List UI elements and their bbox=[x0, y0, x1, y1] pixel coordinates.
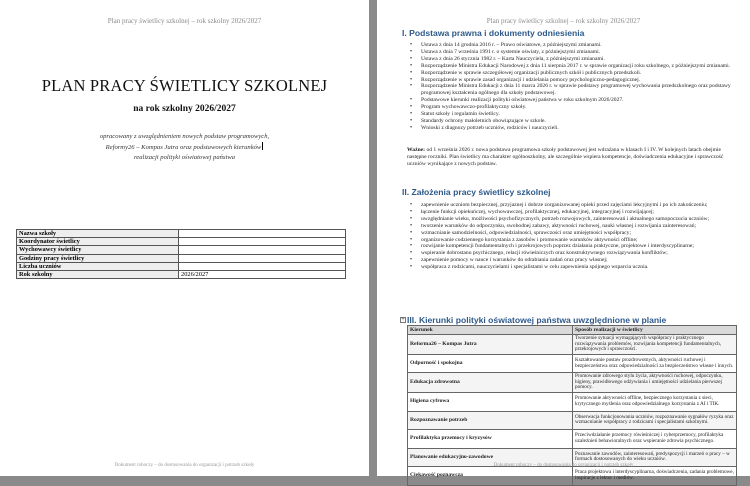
info-value[interactable] bbox=[179, 246, 346, 254]
description-line: realizacji polityki oświatowej państwa bbox=[133, 154, 236, 161]
list-item: • rozwijanie kompetencji fundamentalnych i przekrojowych poprzez działania praktyczne, projektowe i interdyscyplinarne; bbox=[407, 243, 737, 250]
list-item: • Rozporządzenie w sprawie szczegółowej organizacji publicznych szkół i publicznych przedszkoli. bbox=[407, 70, 737, 77]
direction-name: Higiena cyfrowa bbox=[408, 393, 573, 412]
list-item: • organizowanie codziennego korzystania z zasobów i promowanie warunków aktywności offline; bbox=[407, 237, 737, 244]
list-item: • Ustawa z dnia 14 grudnia 2016 r. – Prawo oświatowe, z późniejszymi zmianami. bbox=[407, 42, 737, 49]
table-row bbox=[408, 373, 737, 393]
info-key: Wychowawcy świetlicy bbox=[17, 246, 179, 254]
list-item: • Rozporządzenie w sprawie zasad organizacji i udzielania pomocy psychologiczno-pedagogicznej. bbox=[407, 77, 737, 84]
note-label: Ważne: bbox=[407, 147, 426, 153]
list-item: • zapewnienie uczniom bezpiecznej, przyjaznej i dobrze zorganizowanej opieki przed zajęciami lekcyjnymi i po ich zakończeniu; bbox=[407, 202, 737, 209]
list-item: • zapewnienie pomocy w nauce i warunków do odrabiania zadań oraz pracy własnej; bbox=[407, 257, 737, 264]
list-item: • Program wychowawczo-profilaktyczny szkoły. bbox=[407, 104, 737, 111]
section-heading-assumptions: II. Założenia pracy świetlicy szkolnej bbox=[402, 187, 551, 197]
list-item: • wzmacnianie samodzielności, odpowiedzialności, sprawczości oraz umiejętności współpracy; bbox=[407, 230, 737, 237]
direction-name: Rozpoznawanie potrzeb bbox=[408, 411, 573, 430]
list-item: • Wnioski z diagnozy potrzeb uczniów, rodziców i nauczycieli. bbox=[407, 125, 737, 132]
table-row bbox=[17, 270, 346, 278]
table-row bbox=[408, 354, 737, 373]
list-item: • Statut szkoły i regulamin świetlicy. bbox=[407, 111, 737, 118]
assumptions-list bbox=[407, 202, 737, 271]
info-key: Nazwa szkoły bbox=[17, 230, 179, 238]
section-heading-legal-basis: I. Podstawa prawna i dokumenty odniesienia bbox=[402, 28, 585, 38]
direction-name: Profilaktyka przemocy i kryzysów bbox=[408, 430, 573, 449]
page-footer: Dokument roboczy – do dostosowania do organizacji i potrzeb szkoły bbox=[493, 463, 634, 468]
direction-implementation: Promowanie aktywności offline, bezpiecznego korzystania z sieci, krytycznego myślenia oraz odpowiedzialnego korzystania z AI i TIK. bbox=[573, 393, 737, 412]
table-header-direction: Kierunek bbox=[408, 326, 573, 335]
note-text: od 1 września 2026 r. nowa podstawa programowa szkoły podstawowej jest wdrażana w klasach I i IV. W kolejnych latach obejmie następne roczniki. Plan świetlicy ma charakter ogólnoszkolny, ale szczególnie wspiera kompetencje, doświadczenia edukacyjne i sprawczość uczniów wynikające z nowych podstaw. bbox=[407, 147, 724, 167]
table-row bbox=[408, 430, 737, 449]
page-footer: Dokument roboczy – do dostosowania do organizacji i potrzeb szkoły bbox=[114, 463, 255, 468]
document-subtitle: na rok szkolny 2026/2027 bbox=[133, 104, 236, 114]
table-row bbox=[17, 238, 346, 246]
direction-name: Odporność i spokojna bbox=[408, 354, 573, 373]
list-item: • Ustawa z dnia 26 stycznia 1982 r. – Karta Nauczyciela, z późniejszymi zmianami. bbox=[407, 56, 737, 63]
table-row bbox=[408, 467, 737, 486]
table-row bbox=[408, 335, 737, 355]
table-row bbox=[17, 230, 346, 238]
direction-implementation: Kształtowanie postaw prozdrowotnych, aktywności ruchowej i bezpieczeństwa oraz odpowiedzialności za bezpieczeństwo własne i innych. bbox=[573, 354, 737, 373]
direction-implementation: Poznawanie zawodów, zainteresowań, predyspozycji i marzeń o pracy – w formach dostosowanych do wieku uczniów. bbox=[573, 448, 737, 467]
legal-basis-list bbox=[407, 42, 737, 132]
table-row bbox=[408, 411, 737, 430]
list-item: • Podstawowe kierunki realizacji polityki oświatowej państwa w roku szkolnym 2026/2027. bbox=[407, 97, 737, 104]
page-header: Plan pracy świetlicy szkolnej – rok szkolny 2026/2027 bbox=[486, 17, 641, 25]
policy-directions-table bbox=[407, 325, 737, 486]
info-value[interactable] bbox=[179, 230, 346, 238]
info-value[interactable] bbox=[179, 238, 346, 246]
info-key: Rok szkolny bbox=[17, 270, 179, 278]
direction-name: Edukacja zdrowotna bbox=[408, 373, 573, 393]
direction-implementation: Praca projektowa i interdyscyplinarna, doświadczenia, zadania problemowe, inspiracje z lektur i mediów. bbox=[573, 467, 737, 486]
list-item: • wspieranie dobrostanu psychicznego, relacji rówieśniczych oraz konstruktywnego rozwiązywania konfliktów; bbox=[407, 250, 737, 257]
table-row bbox=[17, 254, 346, 262]
list-item: • Rozporządzenie Ministra Edukacji Narodowej z dnia 11 sierpnia 2017 r. w sprawie organizacji roku szkolnego, z późniejszymi zmianami. bbox=[407, 63, 737, 70]
list-item: • uwzględnianie wieku, możliwości psychofizycznych, potrzeb rozwojowych, zainteresowań i aktualnego samopoczucia uczniów; bbox=[407, 216, 737, 223]
info-value[interactable] bbox=[179, 254, 346, 262]
description-line: Reformy26 – Kompas Jutra oraz podstawowych kierunków bbox=[105, 144, 262, 151]
document-page-1 bbox=[0, 0, 369, 476]
table-row bbox=[408, 393, 737, 412]
info-key: Koordynator świetlicy bbox=[17, 238, 179, 246]
direction-implementation: Promowanie zdrowego stylu życia, aktywności ruchowej, odpoczynku, higieny, prawidłowego odżywiania i umiejętności udzielania pierwszej pomocy. bbox=[573, 373, 737, 393]
document-title: PLAN PRACY ŚWIETLICY SZKOLNEJ bbox=[41, 76, 328, 95]
important-note bbox=[407, 147, 737, 168]
direction-implementation: Obserwacja funkcjonowania uczniów, rozpoznawanie sygnałów ryzyka oraz wzmacnianie współpracy z rodzicami i specjalistami szkolnymi. bbox=[573, 411, 737, 430]
list-item: • Rozporządzenie Ministra Edukacji z dnia 11 marca 2026 r. w sprawie podstawy programowej wychowania przedszkolnego oraz podstawy programowej kształcenia ogólnego dla szkoły podstawowej. bbox=[407, 83, 737, 97]
school-info-table bbox=[16, 229, 346, 279]
direction-name: Reforma26 – Kompas Jutra bbox=[408, 335, 573, 355]
direction-implementation: Tworzenie sytuacji wymagających współpracy i praktycznego rozwiązywania problemów, rozwijania kompetencji fundamentalnych, przekrojowych i sprawczości. bbox=[573, 335, 737, 355]
page-header: Plan pracy świetlicy szkolnej – rok szkolny 2026/2027 bbox=[107, 17, 262, 25]
info-value[interactable] bbox=[179, 262, 346, 270]
table-move-handle-icon[interactable]: + bbox=[401, 317, 405, 323]
list-item: • współpraca z rodzicami, nauczycielami i specjalistami w celu zapewnienia spójnego wsparcia ucznia. bbox=[407, 264, 737, 271]
table-row bbox=[17, 246, 346, 254]
document-page-2 bbox=[377, 0, 750, 481]
list-item: • łączenie funkcji opiekuńczej, wychowawczej, profilaktycznej, edukacyjnej, integracyjnej i rozwijającej; bbox=[407, 209, 737, 216]
list-item: • Standardy ochrony małoletnich obowiązujące w szkole. bbox=[407, 118, 737, 125]
direction-name: Planowanie edukacyjno-zawodowe bbox=[408, 448, 573, 467]
list-item: • tworzenie warunków do odpoczynku, swobodnej zabawy, aktywności ruchowej, nauki własnej i rozwijania zainteresowań; bbox=[407, 223, 737, 230]
info-key: Godziny pracy świetlicy bbox=[17, 254, 179, 262]
info-key: Liczba uczniów bbox=[17, 262, 179, 270]
section-heading-policy-directions: III. Kierunki polityki oświatowej państwa uwzględnione w planie bbox=[407, 315, 667, 325]
direction-name: Ciekawość poznawcza bbox=[408, 467, 573, 486]
list-item: • Ustawa z dnia 7 września 1991 r. o systemie oświaty, z późniejszymi zmianami. bbox=[407, 49, 737, 56]
info-value[interactable]: 2026/2027 bbox=[179, 270, 346, 278]
text-cursor bbox=[262, 142, 263, 150]
description-line: opracowany z uwzględnieniem nowych podstaw programowych, bbox=[99, 133, 270, 140]
document-description bbox=[40, 132, 329, 163]
direction-implementation: Przeciwdziałanie przemocy rówieśniczej i cyberprzemocy, profilaktyka uzależnień behawioralnych oraz wspieranie zdrowia psychicznego. bbox=[573, 430, 737, 449]
table-row bbox=[17, 262, 346, 270]
table-header-implementation: Sposób realizacji w świetlicy bbox=[573, 326, 737, 335]
